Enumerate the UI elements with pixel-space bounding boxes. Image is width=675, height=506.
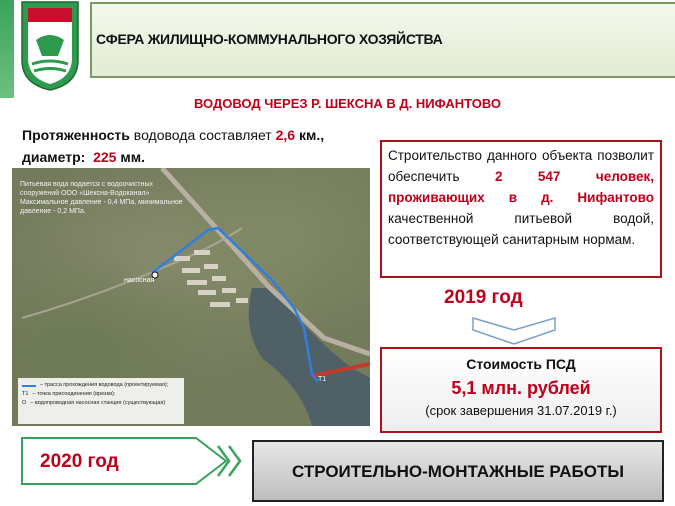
info-box bbox=[380, 140, 662, 278]
info-people: 2 547 человек, проживающих в д. Нифантово bbox=[388, 169, 654, 205]
diameter-label: диаметр: bbox=[22, 149, 86, 165]
satellite-map bbox=[12, 168, 370, 426]
slide-subtitle: ВОДОВОД ЧЕРЕЗ Р. ШЕКСНА В Д. НИФАНТОВО bbox=[193, 96, 502, 111]
cost-box bbox=[380, 347, 662, 433]
legend-item: O – водопроводная насосная станция (существующая) bbox=[22, 400, 166, 406]
length-value: 2,6 bbox=[275, 127, 296, 143]
works-label: СТРОИТЕЛЬНО-МОНТАЖНЫЕ РАБОТЫ bbox=[291, 462, 624, 481]
diameter-value: 225 bbox=[93, 149, 117, 165]
cost-value: 5,1 млн. рублей bbox=[451, 378, 591, 398]
chevron-down-icon bbox=[471, 316, 557, 346]
info-text-end: качественной питьевой водой, соответствующей санитарным нормам. bbox=[388, 211, 654, 247]
legend-item: – трасса прохождения водовода (проектируемая); bbox=[22, 381, 180, 390]
map-note: Питьевая вода подается с водоочистных сооружений ООО «Шексна-Водоканал» Максимальное давление - 0,4 МПа, минимальное давление - 0,2 МПа. bbox=[20, 181, 183, 215]
station-label: насосная bbox=[124, 277, 155, 284]
year-2019-label: 2019 год bbox=[444, 287, 523, 308]
info-text-start: Строительство данного объекта позволит обеспечить bbox=[388, 148, 654, 184]
local-road bbox=[22, 228, 242, 318]
t1-label: Т1 bbox=[318, 376, 327, 383]
pipeline-length-text bbox=[22, 124, 324, 168]
legend-item: Т1 – точка присоединения (врезки); bbox=[22, 391, 116, 397]
coat-of-arms-icon bbox=[18, 0, 82, 92]
cost-deadline: (срок завершения 31.07.2019 г.) bbox=[425, 403, 617, 418]
header-green-strip bbox=[0, 0, 14, 98]
length-label: Протяженность bbox=[22, 127, 130, 143]
settlement-buildings bbox=[174, 250, 248, 307]
diameter-unit: мм. bbox=[116, 149, 145, 165]
cost-label: Стоимость ПСД bbox=[466, 356, 576, 372]
header-title: СФЕРА ЖИЛИЩНО-КОММУНАЛЬНОГО ХОЗЯЙСТВА bbox=[96, 31, 443, 47]
length-text: водовода составляет bbox=[129, 127, 276, 143]
route-line-icon bbox=[22, 385, 36, 387]
map-legend bbox=[18, 378, 184, 424]
length-unit: км., bbox=[295, 127, 325, 143]
double-chevron-right-icon bbox=[216, 444, 246, 478]
year-2020-label: 2020 год bbox=[40, 451, 119, 472]
